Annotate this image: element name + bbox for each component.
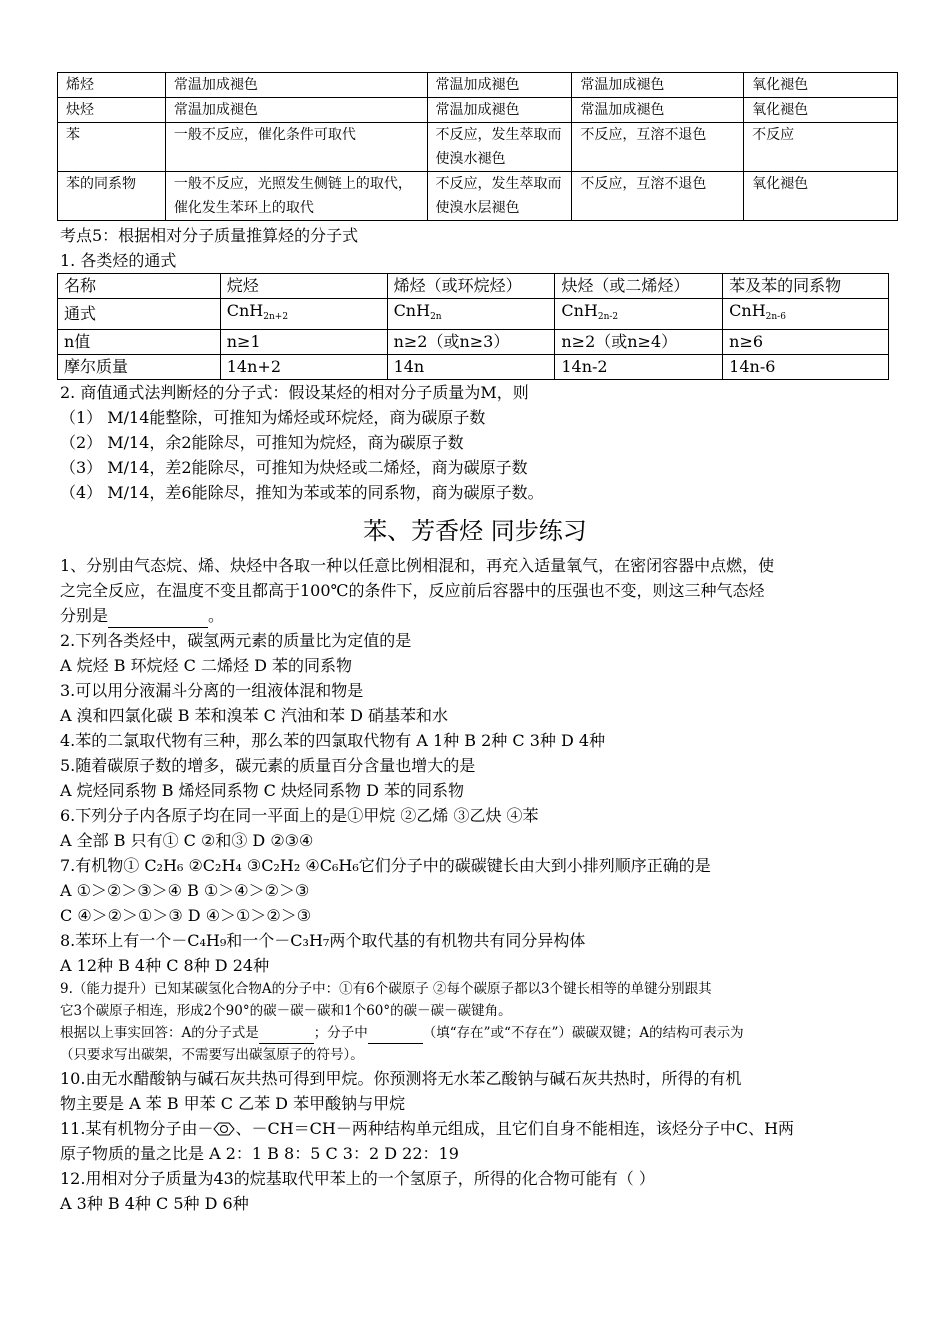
mass-cell: 14n: [387, 355, 555, 380]
question-11-line: 原子物质的量之比是 A 2：1 B 8：5 C 3：2 D 22：19: [60, 1144, 459, 1163]
formula-subtitle: 1. 各类烃的通式: [60, 251, 177, 270]
reaction-cell: 氧化褪色: [744, 73, 898, 98]
question-2-options: A 烷烃 B 环烷烃 C 二烯烃 D 苯的同系物: [60, 656, 352, 675]
reaction-cell: 一般不反应，光照发生侧链上的取代，催化发生苯环上的取代: [165, 172, 427, 221]
mass-cell: 14n+2: [220, 355, 387, 380]
question-10-line: 物主要是 A 苯 B 甲苯 C 乙苯 D 苯甲酸钠与甲烷: [60, 1094, 406, 1113]
quotient-method-intro: 2. 商值通式法判断烃的分子式：假设某烃的相对分子质量为M，则: [60, 383, 529, 402]
reaction-cell: 氧化褪色: [744, 98, 898, 123]
formula-row: [58, 299, 889, 330]
reaction-cell: 常温加成褪色: [165, 98, 427, 123]
question-4: 4.苯的二氯取代物有三种，那么苯的四氯取代物有 A 1种 B 2种 C 3种 D 4种: [60, 731, 606, 750]
rule-item: （4） M/14，差6能除尽，推知为苯或苯的同系物，商为碳原子数。: [60, 483, 544, 502]
question-1-line: 1、分别由气态烷、烯、炔烃中各取一种以任意比例相混和，再充入适量氧气，在密闭容器中点燃，使: [60, 556, 775, 575]
question-9-line: （只要求写出碳架，不需要写出碳氢原子的符号）。: [60, 1047, 364, 1063]
reaction-table-row: [58, 123, 898, 172]
rule-item: （1） M/14能整除，可推知为烯烃或环烷烃，商为碳原子数: [60, 408, 486, 427]
reaction-cell: 不反应，互溶不退色: [572, 172, 744, 221]
reaction-cell: 不反应: [744, 123, 898, 172]
formula-table: [57, 273, 889, 380]
formula-cell: CnH$_{2n-2}$: [555, 299, 723, 330]
question-12: 12.用相对分子质量为43的烷基取代甲苯上的一个氢原子，所得的化合物可能有（ ）: [60, 1169, 655, 1188]
n-cell: n≥2（或n≥3）: [387, 330, 555, 355]
substance-cell: 烯烃: [58, 73, 166, 98]
question-9-line: 它3个碳原子相连，形成2个90°的碳－碳－碳和1个60°的碳－碳－碳键角。: [60, 1003, 512, 1019]
question-6-options: A 全部 B 只有① C ②和③ D ②③④: [60, 831, 314, 850]
question-6: 6.下列分子内各原子均在同一平面上的是①甲烷 ②乙烯 ③乙炔 ④苯: [60, 806, 539, 825]
question-3-options: A 溴和四氯化碳 B 苯和溴苯 C 汽油和苯 D 硝基苯和水: [60, 706, 448, 725]
reaction-table-row: [58, 172, 898, 221]
rule-item: （2） M/14，余2能除尽，可推知为烷烃，商为碳原子数: [60, 433, 464, 452]
reaction-cell: 不反应，发生萃取而使溴水层褪色: [427, 172, 572, 221]
formula-cell: CnH$_{2n}$: [387, 299, 555, 330]
question-7-options: A ①＞②＞③＞④ B ①＞④＞②＞③: [60, 881, 310, 900]
header-cell: 名称: [58, 274, 221, 299]
question-8-options: A 12种 B 4种 C 8种 D 24种: [60, 956, 270, 975]
reaction-cell: 常温加成褪色: [427, 98, 572, 123]
page: [60, 72, 890, 1216]
n-cell: n≥1: [220, 330, 387, 355]
formula-cell: CnH$_{2n+2}$: [220, 299, 387, 330]
section-5-title: 考点5：根据相对分子质量推算烃的分子式: [60, 226, 359, 245]
reaction-cell: 氧化褪色: [744, 172, 898, 221]
header-cell: 烷烃: [220, 274, 387, 299]
row-label: 通式: [58, 299, 221, 330]
reaction-cell: 常温加成褪色: [165, 73, 427, 98]
reaction-table: [57, 72, 898, 221]
substance-cell: 炔烃: [58, 98, 166, 123]
exercise-heading: 苯、芳香烃 同步练习: [363, 517, 587, 545]
formula-table-header: [58, 274, 889, 299]
reaction-table-row: [58, 73, 898, 98]
question-8: 8.苯环上有一个－C₄H₉和一个－C₃H₇两个取代基的有机物共有同分异构体: [60, 931, 586, 950]
question-10-line: 10.由无水醋酸钠与碱石灰共热可得到甲烷。你预测将无水苯乙酸钠与碱石灰共热时，所得的有机: [60, 1069, 742, 1088]
row-label: n值: [58, 330, 221, 355]
header-cell: 炔烃（或二烯烃）: [555, 274, 723, 299]
answer-blank[interactable]: [108, 611, 208, 628]
molar-mass-row: [58, 355, 889, 380]
n-cell: n≥2（或n≥4）: [555, 330, 723, 355]
question-5: 5.随着碳原子数的增多，碳元素的质量百分含量也增大的是: [60, 756, 476, 775]
reaction-cell: 一般不反应，催化条件可取代: [165, 123, 427, 172]
reaction-cell: 常温加成褪色: [572, 98, 744, 123]
question-12-options: A 3种 B 4种 C 5种 D 6种: [60, 1194, 249, 1213]
n-cell: n≥6: [723, 330, 889, 355]
question-9-line: 9.（能力提升）已知某碳氢化合物A的分子中：①有6个碳原子 ②每个碳原子都以3个键长相等的单键分别跟其: [60, 981, 712, 997]
substance-cell: 苯: [58, 123, 166, 172]
question-3: 3.可以用分液漏斗分离的一组液体混和物是: [60, 681, 364, 700]
rule-item: （3） M/14，差2能除尽，可推知为炔烃或二烯烃，商为碳原子数: [60, 458, 528, 477]
header-cell: 苯及苯的同系物: [723, 274, 889, 299]
question-9-line: 根据以上事实回答：A的分子式是 ；分子中 （填“存在”或“不存在”）碳碳双键；A的结构可表示为: [60, 1022, 890, 1044]
reaction-cell: 不反应，发生萃取而使溴水褪色: [427, 123, 572, 172]
header-cell: 烯烃（或环烷烃）: [387, 274, 555, 299]
mass-cell: 14n-6: [723, 355, 889, 380]
mass-cell: 14n-2: [555, 355, 723, 380]
row-label: 摩尔质量: [58, 355, 221, 380]
question-1-line: 之完全反应，在温度不变且都高于100℃的条件下，反应前后容器中的压强也不变，则这三种气态烃: [60, 581, 765, 600]
question-1-line: 分别是 。: [60, 603, 890, 628]
question-5-options: A 烷烃同系物 B 烯烃同系物 C 炔烃同系物 D 苯的同系物: [60, 781, 464, 800]
substance-cell: 苯的同系物: [58, 172, 166, 221]
question-11-line: 11.某有机物分子由－ 、－CH＝CH－两种结构单元组成，且它们自身不能相连，该烃分子中C、H两: [60, 1119, 795, 1138]
answer-blank[interactable]: [259, 1027, 314, 1044]
benzene-ring-icon: [213, 1121, 235, 1137]
question-2: 2.下列各类烃中，碳氢两元素的质量比为定值的是: [60, 631, 412, 650]
formula-cell: CnH$_{2n-6}$: [723, 299, 889, 330]
question-7: 7.有机物① C₂H₆ ②C₂H₄ ③C₂H₂ ④C₆H₆它们分子中的碳碳键长由大到小排列顺序正确的是: [60, 856, 711, 875]
reaction-cell: 常温加成褪色: [427, 73, 572, 98]
n-value-row: [58, 330, 889, 355]
reaction-table-row: [58, 98, 898, 123]
reaction-cell: 常温加成褪色: [572, 73, 744, 98]
question-7-options: C ④＞②＞①＞③ D ④＞①＞②＞③: [60, 906, 312, 925]
answer-blank[interactable]: [368, 1027, 423, 1044]
reaction-table-body: [58, 73, 898, 221]
reaction-cell: 不反应，互溶不退色: [572, 123, 744, 172]
